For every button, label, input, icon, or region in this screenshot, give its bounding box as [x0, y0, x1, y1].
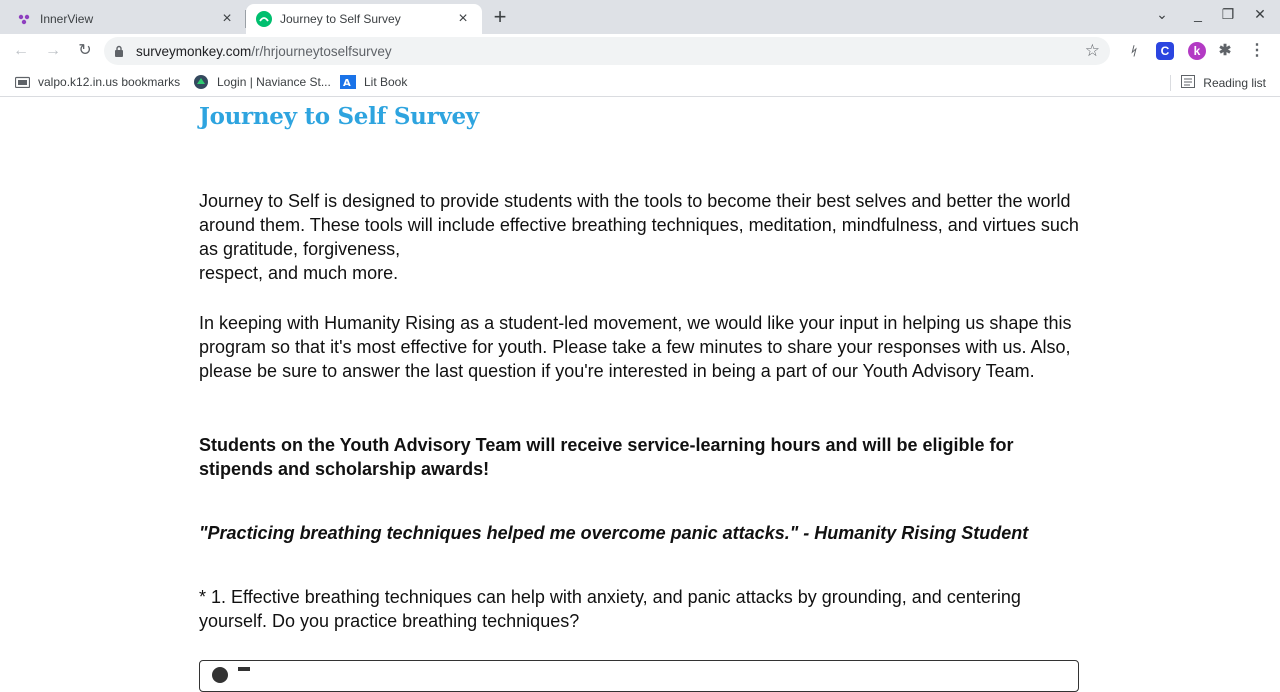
option-label-partial: [238, 667, 250, 671]
bookmark-label: Login | Naviance St...: [217, 75, 331, 89]
radio-button-icon[interactable]: [212, 667, 228, 683]
close-tab-icon[interactable]: ×: [222, 10, 232, 27]
url-path: /r/hrjourneytoselfsurvey: [251, 43, 392, 59]
new-tab-button[interactable]: +: [493, 4, 507, 29]
browser-toolbar: [0, 34, 1280, 70]
bookmark-folder-valpo[interactable]: [14, 75, 180, 89]
litbook-icon: [340, 75, 356, 89]
tab-search-chevron-icon[interactable]: ⌄: [1156, 6, 1168, 22]
bookmark-label: valpo.k12.in.us bookmarks: [38, 75, 181, 89]
url-host: surveymonkey.com: [136, 43, 252, 59]
reading-list-label: Reading list: [1203, 76, 1266, 90]
svg-text:A: A: [343, 78, 351, 89]
menu-kebab-icon[interactable]: ⋮: [1249, 42, 1265, 59]
advisory-note: Students on the Youth Advisory Team will receive service-learning hours and will be eligible for stipends and scholarship awards!: [199, 435, 1014, 479]
tab-title: Journey to Self Survey: [280, 12, 401, 26]
bookmarks-bar: [0, 70, 1280, 97]
question-1-answer-option[interactable]: [199, 660, 1079, 692]
extensions-puzzle-icon[interactable]: ✱: [1218, 42, 1232, 59]
intro-paragraph-2: In keeping with Humanity Rising as a student-led movement, we would like your input in helping us shape this program so that it's most effective for youth. Please take a few minutes to share your responses with us. Also, please be sure to answer the last question if you're interested in being a part of our Youth Advisory Team.: [199, 313, 1072, 381]
reading-list-button[interactable]: [1181, 75, 1266, 91]
bookmarks-divider: [1170, 75, 1171, 91]
survey-title: Journey to Self Survey: [199, 103, 479, 130]
reload-icon[interactable]: ↻: [78, 42, 92, 59]
minimize-icon[interactable]: _: [1194, 6, 1202, 22]
close-window-icon[interactable]: ✕: [1254, 6, 1266, 22]
survey-page: [199, 97, 1099, 631]
tab-strip: [0, 0, 1280, 34]
question-1-text: * 1. Effective breathing techniques can help with anxiety, and panic attacks by grounding, and centering yourself. Do you practice breathing techniques?: [199, 587, 1021, 631]
tab-title: InnerView: [40, 12, 94, 26]
bookmark-star-icon[interactable]: ☆: [1084, 41, 1100, 60]
surveymonkey-favicon-icon: [256, 11, 272, 27]
close-tab-icon[interactable]: ×: [458, 10, 468, 27]
bookmark-lit-book[interactable]: [340, 75, 407, 89]
restore-icon[interactable]: ❐: [1221, 6, 1235, 22]
folder-icon: [14, 75, 30, 89]
lock-icon[interactable]: [114, 44, 128, 58]
intro-text: Journey to Self is designed to provide students with the tools to become their best selves and better the world around them. These tools will include effective breathing techniques, meditation, mindfulness, and virtues such as gratitude, forgiveness,: [199, 191, 1079, 259]
innerview-favicon-icon: [16, 11, 32, 27]
tab-innerview[interactable]: [16, 4, 246, 34]
extension-k-icon[interactable]: k: [1188, 42, 1206, 60]
reading-list-icon: [1181, 75, 1195, 91]
extension-c-icon[interactable]: C: [1156, 42, 1174, 60]
intro-paragraph-1: [199, 189, 1089, 285]
extension-feather-icon[interactable]: ᛋ: [1129, 44, 1137, 58]
address-bar[interactable]: [104, 37, 1110, 65]
bookmark-naviance[interactable]: [193, 75, 331, 89]
url-text: [136, 44, 392, 59]
intro-text-continued: respect, and much more.: [199, 263, 399, 283]
forward-arrow-icon[interactable]: →: [45, 42, 61, 59]
bookmark-label: Lit Book: [364, 75, 408, 89]
naviance-icon: [193, 75, 209, 89]
student-quote: "Practicing breathing techniques helped me overcome panic attacks." - Humanity Rising Student: [199, 523, 1029, 543]
back-arrow-icon[interactable]: ←: [13, 42, 29, 59]
tab-journey-survey[interactable]: [246, 4, 482, 34]
